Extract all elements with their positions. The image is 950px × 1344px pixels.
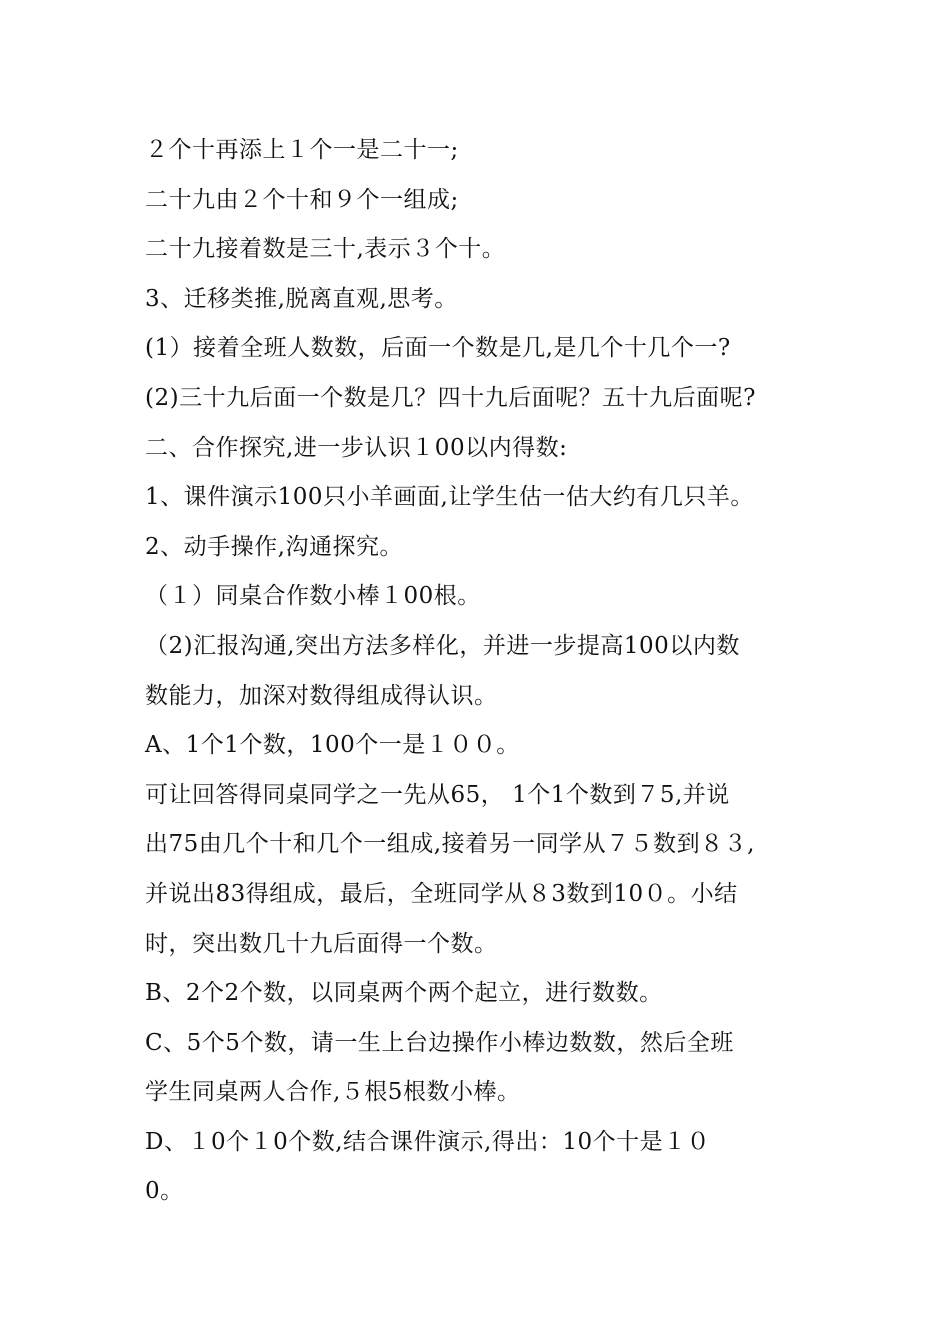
text-line-22: 0。: [145, 1178, 184, 1205]
text-line-12: 数能力，加深对数得组成得认识。: [145, 682, 498, 709]
document-body: [145, 126, 825, 1217]
text-line-20: 学生同桌两人合作,５根5根数小棒。: [145, 1079, 521, 1106]
text-line-21: D、１0个１0个数,结合课件演示,得出：10个十是１０: [145, 1128, 711, 1155]
text-line-15: 出75由几个十和几个一组成,接着另一同学从７５数到８３,: [145, 831, 755, 858]
text-line-2: 二十九由２个十和９个一组成;: [145, 186, 459, 213]
text-line-13: A、1个1个数，100个一是１００。: [145, 732, 520, 759]
text-line-1: ２个十再添上１个一是二十一;: [145, 137, 459, 163]
text-line-6: (2)三十九后面一个数是几？四十九后面呢？五十九后面呢?: [145, 384, 756, 411]
text-line-5: (1）接着全班人数数，后面一个数是几,是几个十几个一?: [145, 335, 731, 362]
section-heading-2: 二、合作探究,进一步认识１00以内得数:: [145, 434, 568, 461]
text-line-8: 1、课件演示100只小羊画面,让学生估一估大约有几只羊。: [145, 484, 754, 511]
text-line-14: 可让回答得同桌同学之一先从65， 1个1个数到７5,并说: [145, 781, 730, 808]
text-line-19: C、5个5个数，请一生上台边操作小棒边数数，然后全班: [145, 1029, 734, 1056]
text-line-11: （2)汇报沟通,突出方法多样化，并进一步提高100以内数: [145, 632, 740, 659]
section-heading-3: 3、迁移类推,脱离直观,思考。: [145, 285, 458, 312]
text-line-3: 二十九接着数是三十,表示３个十。: [145, 236, 506, 263]
text-line-18: B、2个2个数，以同桌两个两个起立，进行数数。: [145, 980, 663, 1007]
text-line-9: 2、动手操作,沟通探究。: [145, 533, 403, 560]
text-line-17: 时，突出数几十九后面得一个数。: [145, 930, 498, 957]
text-line-16: 并说出83得组成，最后，全班同学从８3数到10０。小结: [145, 880, 738, 907]
text-line-10: （１）同桌合作数小棒１00根。: [145, 583, 481, 610]
